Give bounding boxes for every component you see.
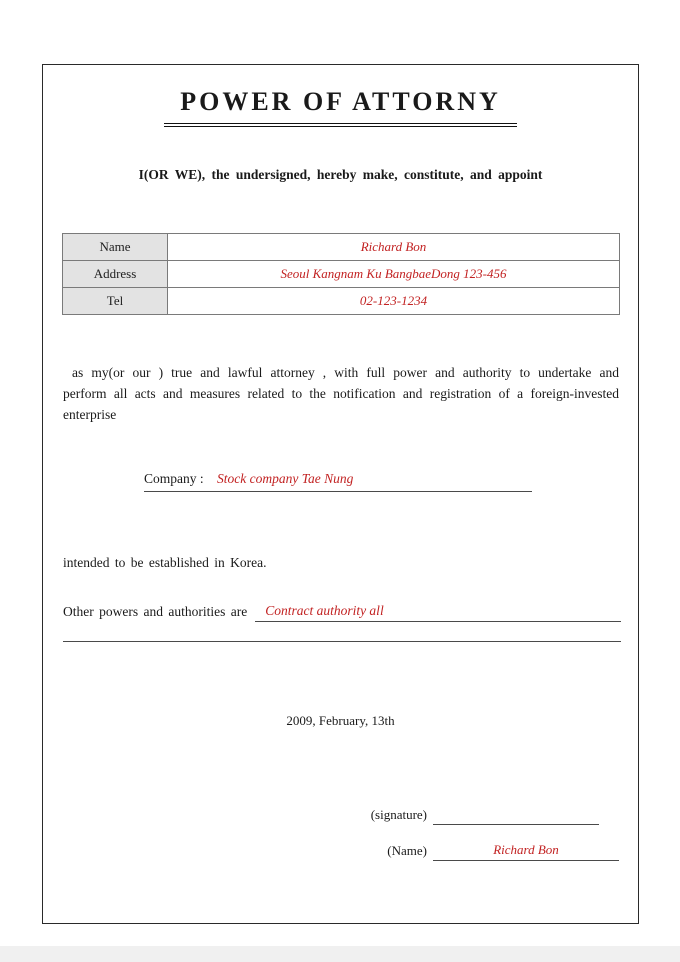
continuation-rule [63, 641, 621, 642]
other-powers-value: Contract authority all [255, 603, 621, 622]
name-label: (Name) [387, 843, 427, 858]
table-row-name [63, 234, 620, 261]
address-row-label: Address [63, 261, 168, 288]
korea-statement: intended to be established in Korea. [63, 555, 267, 570]
appoint-statement: I(OR WE), the undersigned, hereby make, constitute, and appoint [138, 167, 543, 182]
name-row [63, 842, 619, 861]
page-title: POWER OF ATTORNY [164, 87, 517, 127]
table-row-tel [63, 288, 620, 315]
other-powers-line [63, 603, 621, 622]
signature-row [63, 807, 599, 825]
address-row-value: Seoul Kangnam Ku BangbaeDong 123-456 [168, 261, 620, 288]
name-field: Richard Bon [433, 842, 619, 861]
tel-row-value: 02-123-1234 [168, 288, 620, 315]
other-powers-label: Other powers and authorities are [63, 604, 248, 619]
tel-row-label: Tel [63, 288, 168, 315]
company-label: Company : [144, 471, 204, 486]
signature-field [433, 807, 599, 825]
page-bottom-strip [0, 946, 680, 962]
signature-label: (signature) [370, 807, 427, 822]
company-value: Stock company Tae Nung [217, 471, 354, 486]
body-paragraph: as my(or our ) true and lawful attorney , with full power and authority to undertake and perform all acts and measures related to the notification and registration of a foreign-invested enterprise [63, 365, 619, 422]
date-line: 2009, February, 13th [286, 713, 395, 728]
title-wrap [43, 87, 638, 127]
document-border-frame [42, 64, 639, 924]
appointee-info-table [62, 233, 620, 315]
name-row-value: Richard Bon [168, 234, 620, 261]
table-row-address [63, 261, 620, 288]
company-line [144, 471, 532, 492]
name-row-label: Name [63, 234, 168, 261]
